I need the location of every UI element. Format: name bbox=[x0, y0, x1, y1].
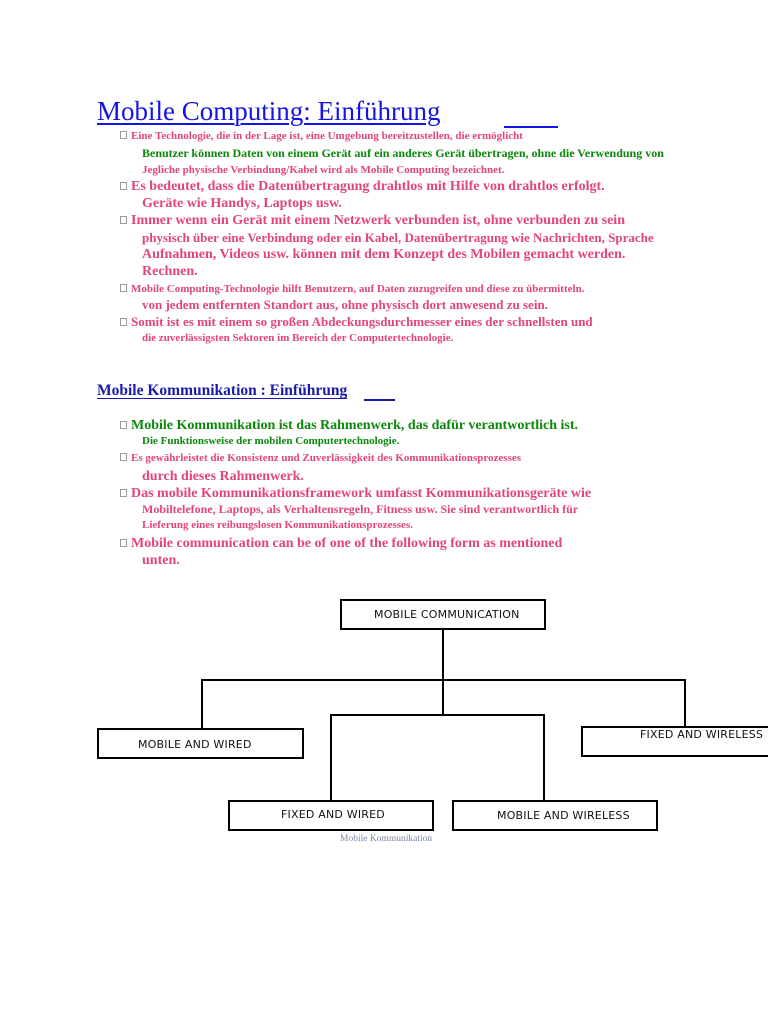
text-line: durch dieses Rahmenwerk. bbox=[142, 469, 304, 484]
bullet-line-6 bbox=[120, 418, 578, 434]
text-line: Mobile Computing-Technologie hilft Benutzern, auf Daten zuzugreifen und diese zu übermitteln. bbox=[131, 283, 585, 295]
bullet-line-4 bbox=[120, 283, 584, 295]
text-line: unten. bbox=[142, 553, 180, 568]
diagram-node-mobile-wired: MOBILE AND WIRED bbox=[97, 728, 304, 759]
text-line: die zuverlässigsten Sektoren im Bereich der Computertechnologie. bbox=[142, 332, 454, 344]
text-line: von jedem entfernten Standort aus, ohne physisch dort anwesend zu sein. bbox=[142, 297, 548, 312]
bullet-line-9 bbox=[120, 536, 562, 552]
bullet-line-7 bbox=[120, 452, 521, 464]
diagram-node-fixed-wireless: FIXED AND WIRELESS bbox=[581, 726, 768, 757]
page-title: Mobile Computing: Einführung bbox=[97, 96, 441, 126]
text-line: Mobile communication can be of one of the following form as mentioned bbox=[131, 536, 563, 551]
text-line: Das mobile Kommunikationsframework umfasst Kommunikationsgeräte wie bbox=[131, 486, 592, 501]
text-line: Benutzer können Daten von einem Gerät auf ein anderes Gerät übertragen, ohne die Verwendung von bbox=[142, 146, 664, 160]
text-line: Immer wenn ein Gerät mit einem Netzwerk verbunden ist, ohne verbunden zu sein bbox=[131, 213, 625, 228]
bullet-line-3 bbox=[120, 213, 625, 229]
bullet-box-icon bbox=[120, 131, 127, 139]
text-line: Mobile Kommunikation ist das Rahmenwerk, das dafür verantwortlich ist. bbox=[131, 418, 578, 433]
connector-line bbox=[684, 679, 686, 728]
text-line: Jegliche physische Verbindung/Kabel wird als Mobile Computing bezeichnet. bbox=[142, 164, 505, 176]
text-line: Geräte wie Handys, Laptops usw. bbox=[142, 196, 342, 211]
bullet-line-2 bbox=[120, 179, 605, 195]
bullet-box-icon bbox=[120, 318, 127, 326]
bullet-line-1 bbox=[120, 130, 523, 142]
diagram-node-root: MOBILE COMMUNICATION bbox=[340, 599, 546, 630]
bullet-line-8 bbox=[120, 486, 591, 502]
text-line: Aufnahmen, Videos usw. können mit dem Konzept des Mobilen gemacht werden. bbox=[142, 247, 626, 262]
diagram-caption: Mobile Kommunikation bbox=[340, 834, 433, 844]
section-heading: Mobile Kommunikation : Einführung bbox=[97, 382, 348, 399]
bullet-box-icon bbox=[120, 421, 127, 429]
text-line: Rechnen. bbox=[142, 264, 198, 279]
connector-line bbox=[330, 714, 545, 716]
bullet-box-icon bbox=[120, 453, 127, 461]
connector-line bbox=[442, 679, 444, 716]
connector-line bbox=[201, 679, 203, 730]
diagram-node-fixed-wired: FIXED AND WIRED bbox=[228, 800, 434, 831]
text-line: Die Funktionsweise der mobilen Computertechnologie. bbox=[142, 435, 400, 447]
heading-underline bbox=[364, 399, 395, 401]
bullet-box-icon bbox=[120, 539, 127, 547]
title-underline bbox=[504, 126, 558, 128]
bullet-line-5 bbox=[120, 314, 593, 330]
bullet-box-icon bbox=[120, 182, 127, 190]
text-line: Es bedeutet, dass die Datenübertragung drahtlos mit Hilfe von drahtlos erfolgt. bbox=[131, 179, 605, 194]
bullet-box-icon bbox=[120, 284, 127, 292]
text-line: Lieferung eines reibungslosen Kommunikationsprozesses. bbox=[142, 519, 413, 531]
text-line: Eine Technologie, die in der Lage ist, eine Umgebung bereitzustellen, die ermöglicht bbox=[131, 130, 523, 142]
text-line: Es gewährleistet die Konsistenz und Zuverlässigkeit des Kommunikationsprozesses bbox=[131, 452, 522, 464]
connector-line bbox=[442, 628, 444, 680]
text-line: Mobiltelefone, Laptops, als Verhaltensregeln, Fitness usw. Sie sind verantwortlich für bbox=[142, 502, 579, 516]
bullet-box-icon bbox=[120, 216, 127, 224]
bullet-box-icon bbox=[120, 489, 127, 497]
text-line: physisch über eine Verbindung oder ein Kabel, Datenübertragung wie Nachrichten, Sprache bbox=[142, 230, 654, 245]
diagram-node-mobile-wireless: MOBILE AND WIRELESS bbox=[452, 800, 658, 831]
text-line: Somit ist es mit einem so großen Abdeckungsdurchmesser eines der schnellsten und bbox=[131, 314, 593, 329]
connector-line bbox=[543, 714, 545, 802]
connector-line bbox=[330, 714, 332, 802]
